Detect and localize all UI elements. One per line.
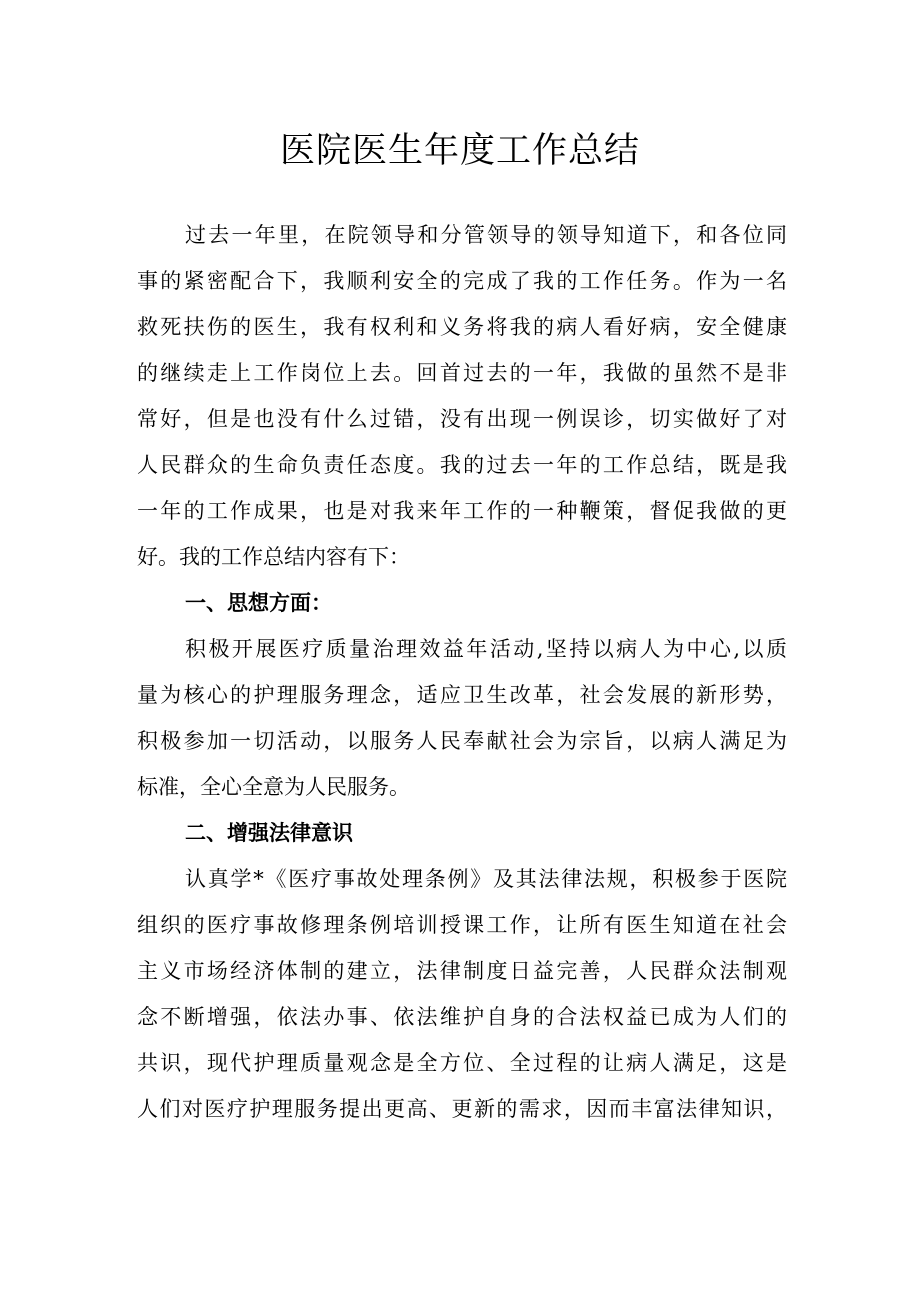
intro-line-5: 常好，但是也没有什么过错，没有出现一例误诊，切实做好了对 <box>137 407 787 431</box>
document-body <box>137 212 787 1132</box>
intro-line-3: 救死扶伤的医生，我有权利和义务将我的病人看好病，安全健康 <box>137 315 787 339</box>
document-title: 医院医生年度工作总结 <box>279 131 640 171</box>
section-heading-law: 二、增强法律意识 <box>185 821 353 845</box>
section2-line-1: 认真学*《医疗事故处理条例》及其法律法规，积极参于医院 <box>185 867 787 891</box>
section2-line-4: 念不断增强，依法办事、依法维护自身的合法权益已成为人们的 <box>137 1005 787 1029</box>
section-heading-thought: 一、思想方面： <box>185 591 332 615</box>
intro-line-1: 过去一年里，在院领导和分管领导的领导知道下，和各位同 <box>185 223 787 247</box>
section1-line-3: 积极参加一切活动，以服务人民奉献社会为宗旨，以病人满足为 <box>137 729 787 753</box>
section2-line-2: 组织的医疗事故修理条例培训授课工作，让所有医生知道在社会 <box>137 913 787 937</box>
section1-line-4: 标准，全心全意为人民服务。 <box>137 775 410 799</box>
intro-line-2: 事的紧密配合下，我顺利安全的完成了我的工作任务。作为一名 <box>137 269 787 293</box>
intro-line-4: 的继续走上工作岗位上去。回首过去的一年，我做的虽然不是非 <box>137 361 787 385</box>
intro-line-6: 人民群众的生命负责任态度。我的过去一年的工作总结，既是我 <box>137 453 787 477</box>
section2-line-5: 共识，现代护理质量观念是全方位、全过程的让病人满足，这是 <box>137 1051 787 1075</box>
section2-line-3: 主义市场经济体制的建立，法律制度日益完善，人民群众法制观 <box>137 959 787 983</box>
section2-line-6: 人们对医疗护理服务提出更高、更新的需求，因而丰富法律知识， <box>137 1097 787 1121</box>
intro-line-7: 一年的工作成果，也是对我来年工作的一种鞭策，督促我做的更 <box>137 499 787 523</box>
section1-line-2: 量为核心的护理服务理念，适应卫生改革，社会发展的新形势， <box>137 683 787 707</box>
section1-line-1: 积极开展医疗质量治理效益年活动,坚持以病人为中心,以质 <box>185 637 787 661</box>
intro-line-8: 好。我的工作总结内容有下： <box>137 545 410 569</box>
